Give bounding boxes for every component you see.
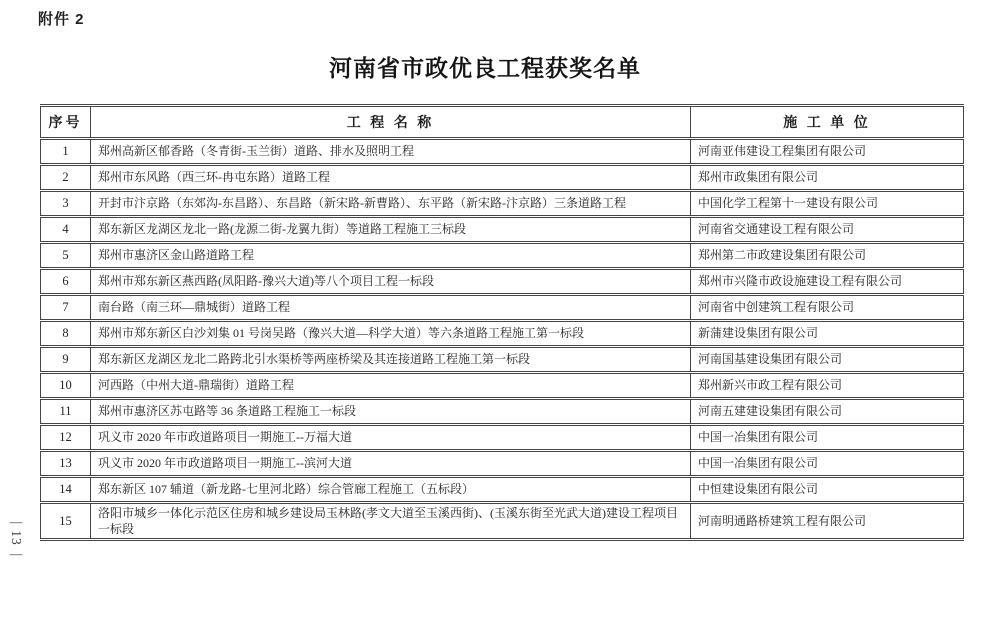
row-number: 15: [41, 503, 91, 540]
col-header-no: 序号: [41, 106, 91, 139]
row-number: 14: [41, 477, 91, 503]
contractor-name: 中国化学工程第十一建设有限公司: [691, 191, 964, 217]
contractor-name: 郑州第二市政建设集团有限公司: [691, 243, 964, 269]
attachment-label: 附件 2: [38, 11, 85, 28]
row-number: 9: [41, 347, 91, 373]
project-name: 开封市汴京路（东郊沟-东昌路）、东昌路（新宋路-新曹路）、东平路（新宋路-汴京路）三条道路工程: [91, 191, 691, 217]
contractor-name: 河南五建建设集团有限公司: [691, 399, 964, 425]
project-name: 郑东新区龙湖区龙北二路跨北引水渠桥等两座桥梁及其连接道路工程施工第一标段: [91, 347, 691, 373]
table-row: [41, 139, 964, 165]
row-number: 3: [41, 191, 91, 217]
page-number: [4, 496, 28, 580]
table-row: [41, 321, 964, 347]
contractor-name: 新蒲建设集团有限公司: [691, 321, 964, 347]
project-name: 巩义市 2020 年市政道路项目一期施工--万福大道: [91, 425, 691, 451]
row-number: 8: [41, 321, 91, 347]
page-title: 河南省市政优良工程获奖名单: [329, 55, 641, 81]
project-name: 郑东新区龙湖区龙北一路(龙源二街-龙翼九街）等道路工程施工三标段: [91, 217, 691, 243]
row-number: 6: [41, 269, 91, 295]
row-number: 7: [41, 295, 91, 321]
project-name: 郑州市郑东新区白沙刘集 01 号岗吴路（豫兴大道—科学大道）等六条道路工程施工第一标段: [91, 321, 691, 347]
contractor-name: 河南国基建设集团有限公司: [691, 347, 964, 373]
project-name: 郑东新区 107 辅道（新龙路-七里河北路）综合管廊工程施工（五标段）: [91, 477, 691, 503]
table-row: [41, 399, 964, 425]
project-name: 郑州市郑东新区燕西路(凤阳路-豫兴大道)等八个项目工程一标段: [91, 269, 691, 295]
project-name: 郑州市东风路（西三环-冉屯东路）道路工程: [91, 165, 691, 191]
page-number-dash-top: —: [9, 514, 23, 529]
contractor-name: 郑州新兴市政工程有限公司: [691, 373, 964, 399]
contractor-name: 河南省中创建筑工程有限公司: [691, 295, 964, 321]
contractor-name: 中国一冶集团有限公司: [691, 451, 964, 477]
table-row: [41, 503, 964, 540]
row-number: 11: [41, 399, 91, 425]
table-row: [41, 451, 964, 477]
row-number: 12: [41, 425, 91, 451]
contractor-name: 郑州市政集团有限公司: [691, 165, 964, 191]
page-number-dash-bottom: —: [9, 546, 23, 561]
row-number: 10: [41, 373, 91, 399]
project-name: 郑州高新区郁香路（冬青街-玉兰街）道路、排水及照明工程: [91, 139, 691, 165]
table-header-row: [41, 106, 964, 139]
table-row: [41, 373, 964, 399]
project-name: 郑州市惠济区苏屯路等 36 条道路工程施工一标段: [91, 399, 691, 425]
project-name: 南台路（南三环—鼎城街）道路工程: [91, 295, 691, 321]
table-row: [41, 165, 964, 191]
project-name: 洛阳市城乡一体化示范区住房和城乡建设局玉林路(孝文大道至玉溪西街)、(玉溪东街至光武大道)建设工程项目一标段: [91, 503, 691, 540]
table-row: [41, 243, 964, 269]
table-row: [41, 217, 964, 243]
project-name: 巩义市 2020 年市政道路项目一期施工--滨河大道: [91, 451, 691, 477]
row-number: 5: [41, 243, 91, 269]
page-number-value: 13: [9, 530, 24, 546]
row-number: 4: [41, 217, 91, 243]
project-name: 河西路（中州大道-鼎瑞街）道路工程: [91, 373, 691, 399]
row-number: 13: [41, 451, 91, 477]
contractor-name: 河南明通路桥建筑工程有限公司: [691, 503, 964, 540]
contractor-name: 郑州市兴隆市政设施建设工程有限公司: [691, 269, 964, 295]
table-row: [41, 425, 964, 451]
contractor-name: 中国一冶集团有限公司: [691, 425, 964, 451]
col-header-project: 工 程 名 称: [91, 106, 691, 139]
contractor-name: 中恒建设集团有限公司: [691, 477, 964, 503]
table-row: [41, 191, 964, 217]
table-row: [41, 295, 964, 321]
row-number: 2: [41, 165, 91, 191]
row-number: 1: [41, 139, 91, 165]
table-row: [41, 269, 964, 295]
awards-table: [40, 104, 964, 541]
table-row: [41, 477, 964, 503]
contractor-name: 河南省交通建设工程有限公司: [691, 217, 964, 243]
table-row: [41, 347, 964, 373]
project-name: 郑州市惠济区金山路道路工程: [91, 243, 691, 269]
contractor-name: 河南亚伟建设工程集团有限公司: [691, 139, 964, 165]
col-header-contractor: 施 工 单 位: [691, 106, 964, 139]
